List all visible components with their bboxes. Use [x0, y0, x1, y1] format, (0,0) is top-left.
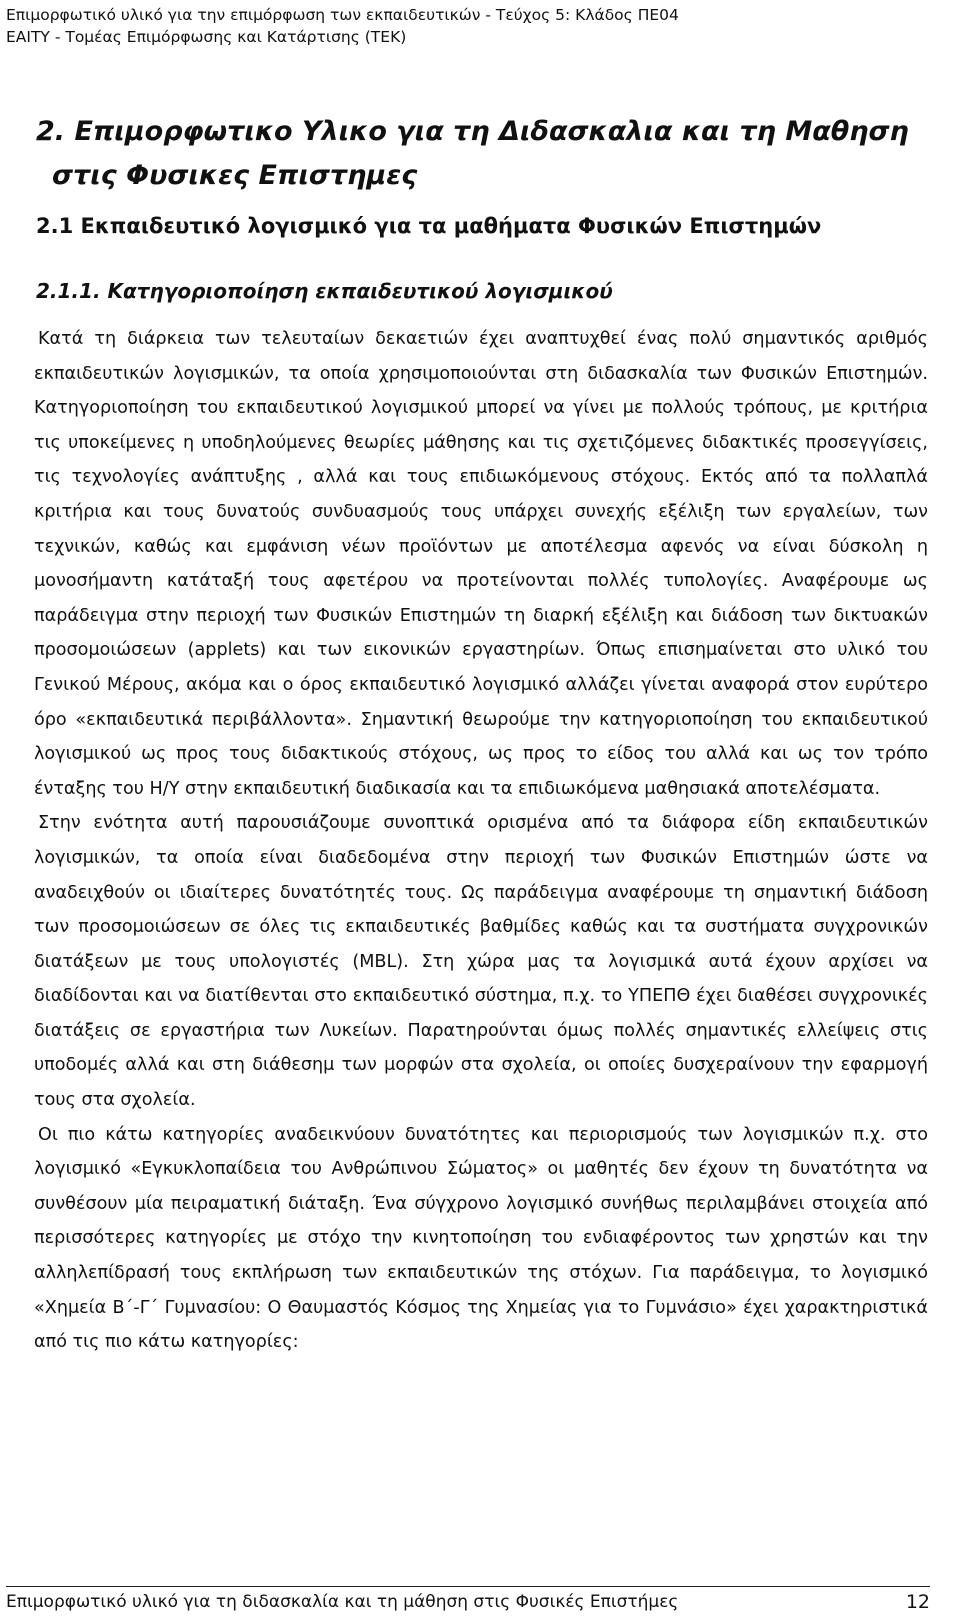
subsection-heading: 2.1.1. Κατηγοριοποίηση εκπαιδευτικού λογισμικού	[36, 279, 613, 303]
chapter-title	[36, 110, 936, 198]
paragraph-classification: Κατά τη διάρκεια των τελευταίων δεκαετιών έχει αναπτυχθεί ένας πολύ σημαντικός αριθμός εκπαιδευτικών λογισμικών, τα οποία χρησιμοποιούνται στη διδασκαλία των Φυσικών Επιστημών. Κατηγοριοποίηση του εκπαιδευτικού λογισμικού μπορεί να γίνει με πολλούς τρόπους, με κριτήρια τις υποκείμενες η υποδηλούμενες θεωρίες μάθησης και τις σχετιζόμενες διδακτικές προσεγγίσεις, τις τεχνολογίες ανάπτυξης , αλλά και τους επιδιωκόμενους στόχους. Εκτός από τα πολλαπλά κριτήρια και τους δυνατούς συνδυασμούς τους υπάρχει συνεχής εξέλιξη των εργαλείων, των τεχνικών, καθώς και εμφάνιση νέων προϊόντων με αποτέλεσμα αφενός να είναι δύσκολη η μονοσήμαντη κατάταξή τους αφετέρου να προτείνονται πολλές τυπολογίες. Αναφέρουμε ως παράδειγμα στην περιοχή των Φυσικών Επιστημών τη διαρκή εξέλιξη και διάδοση των δικτυακών προσομοιώσεων (applets) και των εικονικών εργαστηρίων. Όπως επισημαίνεται στο υλικό του Γενικού Μέρους, ακόμα και ο όρος εκπαιδευτικό λογισμικό αλλάζει γίνεται αναφορά στον ευρύτερο όρο «εκπαιδευτικά περιβάλλοντα». Σημαντική θεωρούμε την κατηγοριοποίηση του εκπαιδευτικού λογισμικού ως προς τους διδακτικούς στόχους, ως προς το είδος του αλλά και ως τον τρόπο ένταξης του Η/Υ στην εκπαιδευτική διαδικασία και τα επιδιωκόμενα μαθησιακά αποτελέσματα.	[34, 329, 928, 799]
body-text	[34, 322, 928, 1360]
paragraph-categories-example: Οι πιο κάτω κατηγορίες αναδεικνύουν δυνατότητες και περιορισμούς των λογισμικών π.χ. στο λογισμικό «Εγκυκλοπαίδεια του Ανθρώπινου Σώματος» οι μαθητές δεν έχουν τη δυνατότητα να συνθέσουν μία πειραματική διάταξη. Ένα σύγχρονο λογισμικό συνήθως περιλαμβάνει στοιχεία από περισσότερες κατηγορίες με στόχο την κινητοποίηση του ενδιαφέροντος των χρηστών και την αλληλεπίδρασή τους εκπλήρωση των εκπαιδευτικών της στόχων. Για παράδειγμα, το λογισμικό «Χημεία Β΄-Γ΄ Γυμνασίου: Ο Θαυμαστός Κόσμος της Χημείας για το Γυμνάσιο» έχει χαρακτηριστικά από τις πιο κάτω κατηγορίες:	[34, 1124, 928, 1353]
header-organization-line: ΕΑΙΤΥ - Τομέας Επιμόρφωσης και Κατάρτισης (ΤΕΚ)	[6, 28, 407, 46]
page-footer	[6, 1586, 930, 1614]
header-publication-line: Επιμορφωτικό υλικό για την επιμόρφωση των εκπαιδευτικών - Τεύχος 5: Κλάδος ΠΕ04	[6, 6, 679, 24]
chapter-title-line1: Επιμορφωτικο Υλικο για τη Διδασκαλια και τη Μαθηση	[74, 116, 909, 147]
section-heading: 2.1 Εκπαιδευτικό λογισμικό για τα μαθήματα Φυσικών Επιστημών	[36, 214, 822, 238]
page-header	[6, 4, 946, 48]
footer-title: Επιμορφωτικό υλικό για τη διδασκαλία και τη μάθηση στις Φυσικές Επιστήμες	[6, 1592, 679, 1612]
paragraph-software-types: Στην ενότητα αυτή παρουσιάζουμε συνοπτικά ορισμένα από τα διάφορα είδη εκπαιδευτικών λογισμικών, τα οποία είναι διαδεδομένα στην περιοχή των Φυσικών Επιστημών ώστε να αναδειχθούν οι ιδιαίτερες δυνατότητές τους. Ως παράδειγμα αναφέρουμε τη σημαντική διάδοση των προσομοιώσεων σε όλες τις εκπαιδευτικές βαθμίδες καθώς και τα συστήματα συγχρονικών διατάξεων με τους υπολογιστές (MBL). Στη χώρα μας τα λογισμικά αυτά έχουν αρχίσει να διαδίδονται και να διατίθενται στο εκπαιδευτικό σύστημα, π.χ. το ΥΠΕΠΘ έχει διαθέσει συγχρονικές διατάξεις σε εργαστήρια των Λυκείων. Παρατηρούνται όμως πολλές σημαντικές ελλείψεις στις υποδομές αλλά και στη διάθεσημ των μορφών στα σχολεία, οι οποίες δυσχεραίνουν την εφαρμογή τους στα σχολεία.	[34, 813, 928, 1111]
chapter-number: 2.	[36, 116, 66, 147]
chapter-title-line2: στις Φυσικες Επιστημες	[52, 160, 418, 191]
page-number: 12	[905, 1591, 930, 1613]
